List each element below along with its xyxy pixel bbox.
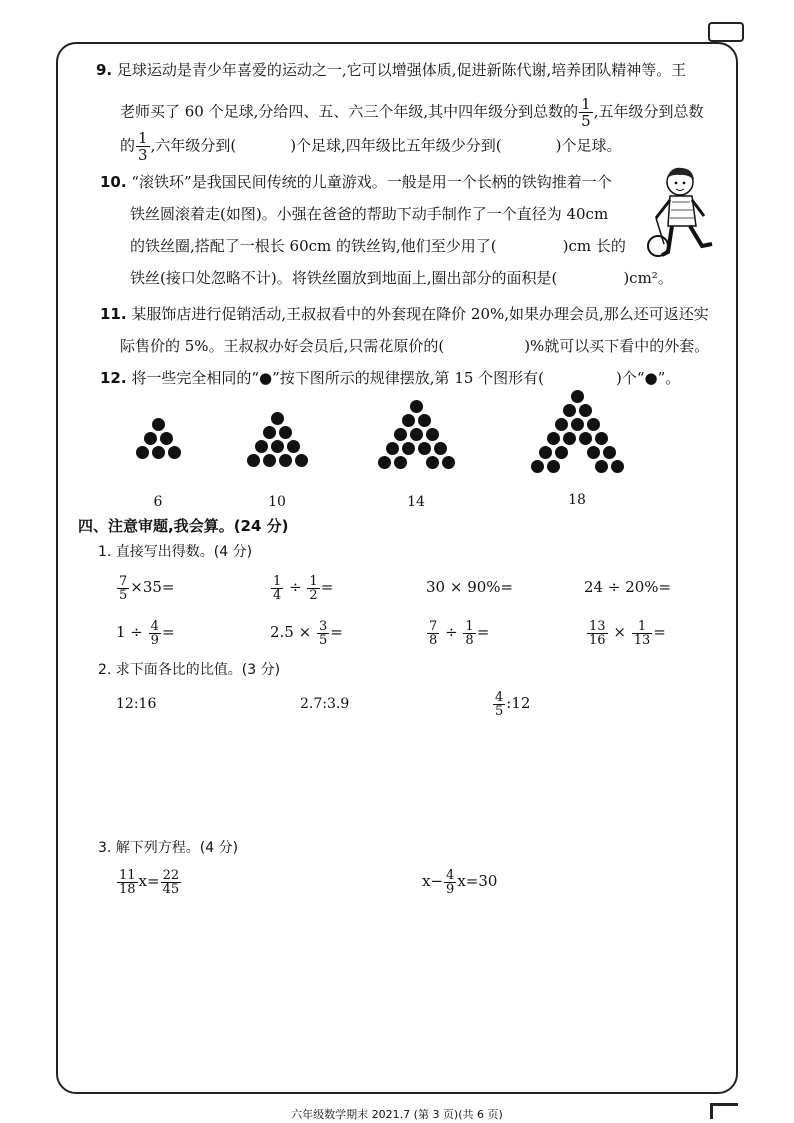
dot — [579, 432, 592, 445]
corner-mark-top-right — [708, 22, 744, 42]
part3-title: 3. 解下列方程。(4 分) — [98, 840, 239, 856]
page-footer: 六年级数学期末 2021.7 (第 3 页)(共 6 页) — [291, 1108, 503, 1121]
fraction: $\frac{1}{3}$ — [138, 129, 148, 164]
ratio-item: $\frac{4}{5}$ :12 — [495, 689, 531, 719]
dot — [587, 418, 600, 431]
q9-number: 9. — [96, 61, 113, 79]
q9-line1: 9. 足球运动是青少年喜爱的运动之一,它可以增强体质,促进新陈代谢,培养团队精神等。王 — [96, 61, 687, 79]
q11-line1: 11. 某服饰店进行促销活动,王叔叔看中的外套现在降价 20%,如果办理会员,那么还可返还实 — [100, 305, 709, 323]
q10-line1: 10. “滚铁环”是我国民间传统的儿童游戏。一般是用一个长柄的铁钩推着一个 — [100, 173, 612, 191]
dot — [571, 390, 584, 403]
fraction: $\frac{4}{5}$ — [495, 689, 504, 719]
dot — [402, 442, 415, 455]
figure-label: 14 — [407, 494, 425, 510]
dot — [531, 460, 544, 473]
ratio-item: 2.7:3.9 — [300, 696, 350, 712]
q12-line: 12. 将一些完全相同的“●”按下图所示的规律摆放,第 15 个图形有( )个“●”。 — [100, 369, 681, 387]
figure-label: 10 — [268, 494, 286, 510]
q10-line4: 铁丝(接口处忽略不计)。将铁丝圈放到地面上,圈出部分的面积是( )cm²。 — [130, 269, 673, 287]
calc-item: 1 ÷ $\frac{4}{9}$ = — [116, 618, 175, 648]
fraction: $\frac{1}{13}$ — [633, 618, 651, 648]
dot — [263, 426, 276, 439]
q10-line2: 铁丝圆滚着走(如图)。小强在爸爸的帮助下动手制作了一个直径为 40cm — [130, 205, 609, 223]
dot — [547, 460, 560, 473]
fraction: $\frac{4}{9}$ — [150, 618, 159, 648]
dot — [247, 454, 260, 467]
dot — [136, 446, 149, 459]
q11-line2: 际售价的 5%。王叔叔办好会员后,只需花原价的( )%就可以买下看中的外套。 — [120, 337, 710, 355]
fraction: $\frac{22}{45}$ — [162, 867, 180, 897]
dot — [426, 456, 439, 469]
dot — [394, 456, 407, 469]
dot — [402, 414, 415, 427]
fraction: $\frac{1}{2}$ — [309, 573, 318, 603]
dot — [579, 404, 592, 417]
q10-line3: 的铁丝圈,搭配了一根长 60cm 的铁丝钩,他们至少用了( )cm 长的 — [130, 237, 626, 255]
dot — [571, 418, 584, 431]
dot — [279, 426, 292, 439]
dot — [263, 454, 276, 467]
dot — [595, 460, 608, 473]
figure-label: 18 — [568, 492, 586, 508]
fraction: $\frac{13}{16}$ — [589, 618, 606, 648]
dot — [555, 446, 568, 459]
q9-line2: 老师买了 60 个足球,分给四、五、六三个年级,其中四年级分到总数的 $\frac{1}{5}$ ,五年级分到总数 — [120, 95, 704, 130]
dot — [611, 460, 624, 473]
boy-rolling-hoop-illustration — [638, 160, 726, 268]
q10-number: 10. — [100, 173, 127, 191]
dot — [271, 412, 284, 425]
calc-item: $\frac{13}{16}$ × $\frac{1}{13}$ = — [589, 618, 666, 648]
dot — [255, 440, 268, 453]
fraction: $\frac{7}{8}$ — [429, 618, 438, 648]
calc-item: $\frac{1}{4}$ ÷ $\frac{1}{2}$ = — [273, 573, 334, 603]
dot — [378, 456, 391, 469]
fraction: $\frac{1}{8}$ — [465, 618, 474, 648]
calc-item: $\frac{7}{5}$ ×35= — [119, 573, 175, 603]
fraction: $\frac{4}{9}$ — [446, 867, 455, 897]
part2-title: 2. 求下面各比的比值。(3 分) — [98, 662, 281, 678]
dot — [279, 454, 292, 467]
section-4-title: 四、注意审题,我会算。(24 分) — [78, 517, 289, 535]
dot — [386, 442, 399, 455]
dot — [555, 418, 568, 431]
dot — [418, 414, 431, 427]
dot — [426, 428, 439, 441]
q12-number: 12. — [100, 369, 127, 387]
dot — [394, 428, 407, 441]
fraction: $\frac{1}{5}$ — [581, 95, 591, 130]
dot — [434, 442, 447, 455]
fraction: $\frac{3}{5}$ — [318, 618, 328, 648]
dot — [271, 440, 284, 453]
calc-item: 24 ÷ 20%= — [584, 578, 672, 596]
calc-item: 30 × 90%= — [426, 578, 514, 596]
dot — [287, 440, 300, 453]
part1-title: 1. 直接写出得数。(4 分) — [98, 544, 253, 560]
dot — [152, 446, 165, 459]
ratio-item: 12:16 — [116, 696, 157, 712]
fraction: $\frac{1}{4}$ — [273, 573, 282, 603]
fraction: $\frac{11}{18}$ — [119, 867, 136, 897]
calc-item: 2.5 × $\frac{3}{5}$ = — [270, 618, 343, 648]
fraction: $\frac{7}{5}$ — [119, 573, 128, 603]
dot — [442, 456, 455, 469]
dot — [595, 432, 608, 445]
dot — [410, 400, 423, 413]
dot — [144, 432, 157, 445]
page-frame — [56, 42, 738, 1094]
dot — [295, 454, 308, 467]
dot — [587, 446, 600, 459]
equation-item: x− $\frac{4}{9}$ x=30 — [422, 867, 498, 897]
dot — [168, 446, 181, 459]
q11-number: 11. — [100, 305, 127, 323]
dot — [160, 432, 173, 445]
dot — [539, 446, 552, 459]
dot — [563, 404, 576, 417]
calc-item: $\frac{7}{8}$ ÷ $\frac{1}{8}$ = — [429, 618, 490, 648]
figure-label: 6 — [153, 494, 163, 510]
dot — [418, 442, 431, 455]
dot — [603, 446, 616, 459]
q9-line3: 的 $\frac{1}{3}$ ,六年级分到( )个足球,四年级比五年级少分到( )个足球。 — [120, 129, 622, 164]
dot — [410, 428, 423, 441]
dot — [563, 432, 576, 445]
dot — [152, 418, 165, 431]
dot — [547, 432, 560, 445]
equation-item: $\frac{11}{18}$ x= $\frac{22}{45}$ — [119, 867, 180, 897]
